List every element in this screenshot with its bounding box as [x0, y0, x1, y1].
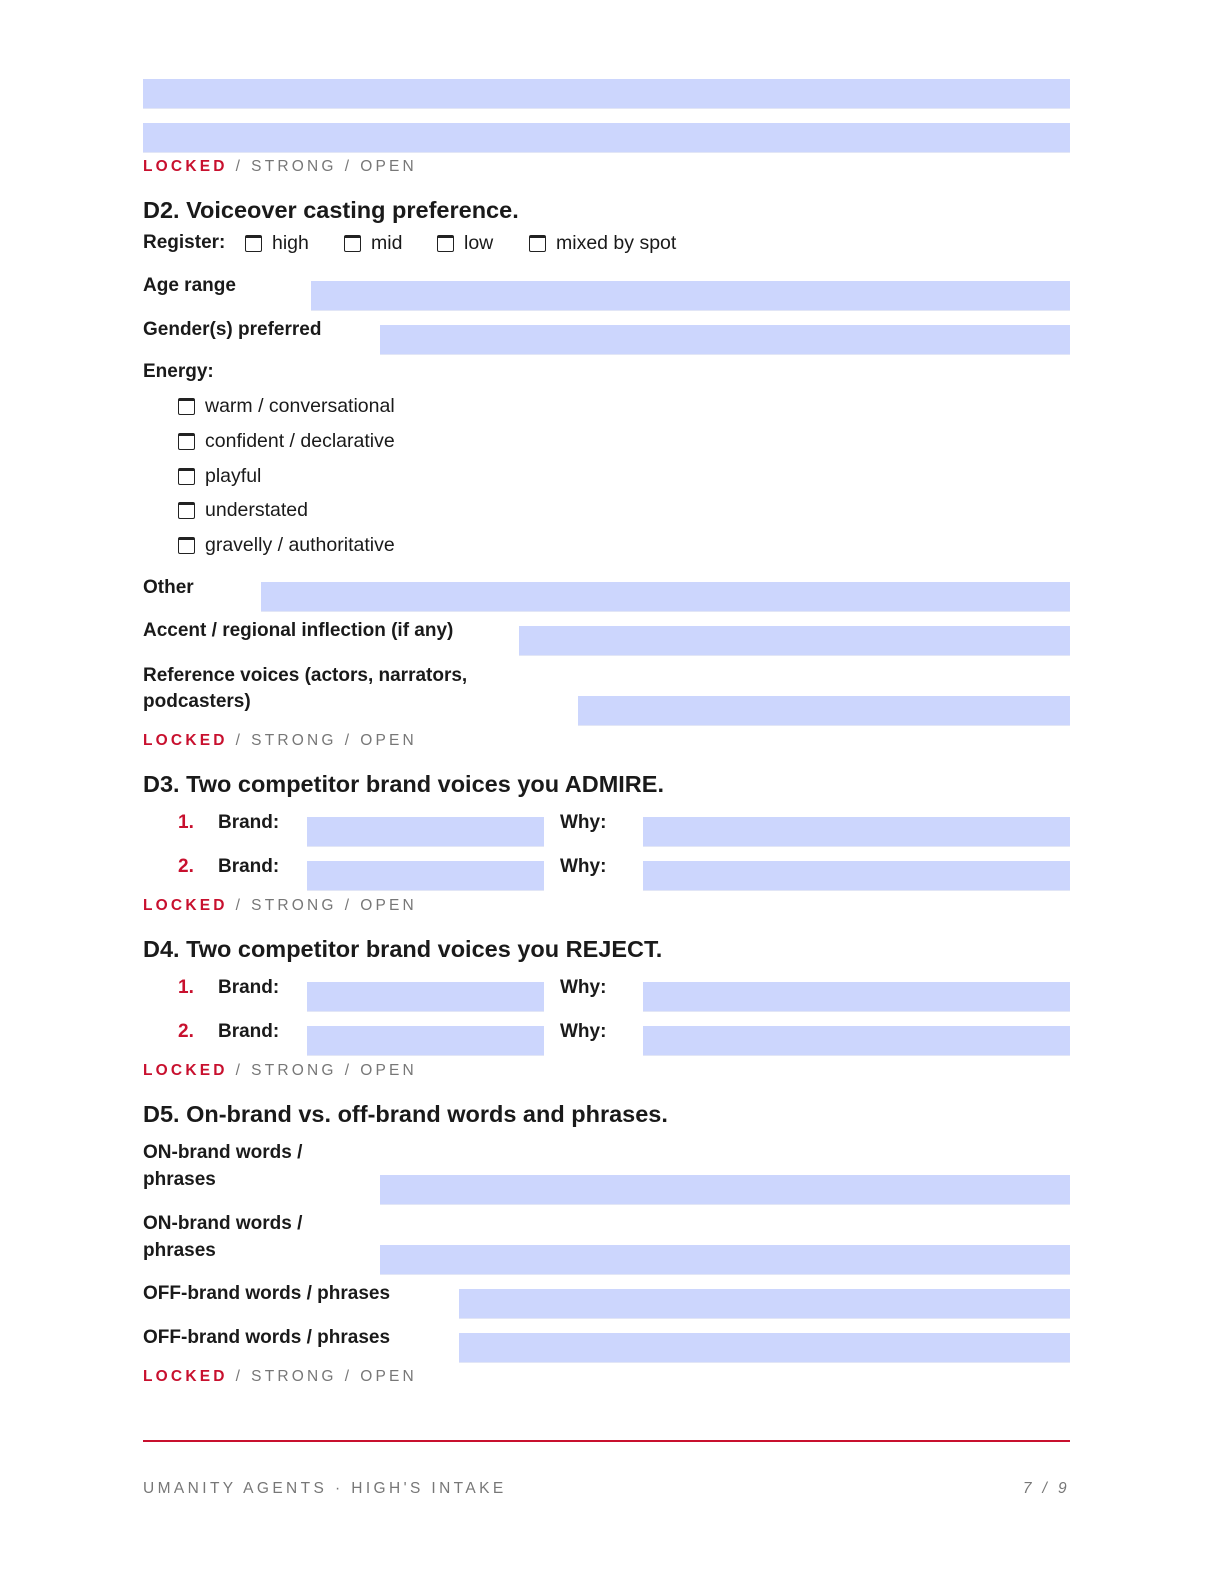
off-brand-field-1[interactable]: [459, 1289, 1070, 1319]
status-open: OPEN: [360, 897, 417, 914]
gender-field[interactable]: [380, 325, 1070, 355]
other-label: Other: [143, 577, 194, 598]
status-locked: LOCKED: [143, 732, 228, 749]
other-field[interactable]: [261, 582, 1070, 612]
accent-field[interactable]: [519, 626, 1070, 656]
status-open: OPEN: [360, 732, 417, 749]
checkbox[interactable]: [178, 468, 195, 485]
section-heading-d3: D3. Two competitor brand voices you ADMIRE.: [143, 771, 664, 797]
brand-field[interactable]: [307, 817, 544, 847]
on-brand-field-1[interactable]: [380, 1175, 1070, 1205]
why-field[interactable]: [643, 861, 1070, 891]
energy-option-understated[interactable]: understated: [178, 499, 308, 522]
register-option-mixed[interactable]: mixed by spot: [529, 232, 676, 255]
section-heading-d5: D5. On-brand vs. off-brand words and phrases.: [143, 1101, 668, 1127]
status-locked: LOCKED: [143, 1062, 228, 1079]
why-label: Why:: [560, 856, 607, 877]
brand-label: Brand:: [218, 1021, 280, 1042]
energy-option-confident[interactable]: confident / declarative: [178, 430, 395, 453]
status-line-d3: LOCKED / STRONG / OPEN: [143, 897, 417, 914]
checkbox[interactable]: [344, 235, 361, 252]
text-field-top-2[interactable]: [143, 123, 1070, 153]
off-brand-field-2[interactable]: [459, 1333, 1070, 1363]
text-field-top-1[interactable]: [143, 79, 1070, 109]
footer-divider: [143, 1440, 1070, 1442]
status-strong: STRONG: [251, 158, 337, 175]
on-brand-label-line1: ON-brand words /: [143, 1213, 303, 1234]
off-brand-label: OFF-brand words / phrases: [143, 1283, 391, 1304]
checkbox[interactable]: [437, 235, 454, 252]
register-option-low[interactable]: low: [437, 232, 493, 255]
status-line-d5: LOCKED / STRONG / OPEN: [143, 1368, 417, 1385]
row-number: 1.: [178, 977, 194, 998]
brand-label: Brand:: [218, 812, 280, 833]
brand-field[interactable]: [307, 861, 544, 891]
on-brand-label-line1: ON-brand words /: [143, 1142, 303, 1163]
why-field[interactable]: [643, 817, 1070, 847]
age-range-field[interactable]: [311, 281, 1070, 311]
age-range-label: Age range: [143, 275, 236, 296]
off-brand-label: OFF-brand words / phrases: [143, 1327, 391, 1348]
why-label: Why:: [560, 1021, 607, 1042]
row-number: 1.: [178, 812, 194, 833]
status-strong: STRONG: [251, 1062, 337, 1079]
row-number: 2.: [178, 856, 194, 877]
reference-voices-label-line1: Reference voices (actors, narrators,: [143, 665, 468, 686]
brand-field[interactable]: [307, 982, 544, 1012]
status-locked: LOCKED: [143, 1368, 228, 1385]
status-open: OPEN: [360, 158, 417, 175]
why-field[interactable]: [643, 982, 1070, 1012]
register-option-high[interactable]: high: [245, 232, 309, 255]
brand-label: Brand:: [218, 856, 280, 877]
brand-field[interactable]: [307, 1026, 544, 1056]
energy-option-warm[interactable]: warm / conversational: [178, 395, 395, 418]
register-label: Register:: [143, 232, 226, 253]
energy-option-playful[interactable]: playful: [178, 465, 261, 488]
brand-label: Brand:: [218, 977, 280, 998]
reference-voices-field[interactable]: [578, 696, 1070, 726]
register-option-mid[interactable]: mid: [344, 232, 402, 255]
status-line-d2: LOCKED / STRONG / OPEN: [143, 732, 417, 749]
checkbox[interactable]: [178, 398, 195, 415]
footer-title: UMANITY AGENTS · HIGH'S INTAKE: [143, 1480, 507, 1497]
reference-voices-label-line2: podcasters): [143, 691, 251, 712]
status-locked: LOCKED: [143, 158, 228, 175]
status-strong: STRONG: [251, 732, 337, 749]
on-brand-field-2[interactable]: [380, 1245, 1070, 1275]
energy-option-gravelly[interactable]: gravelly / authoritative: [178, 534, 395, 557]
status-open: OPEN: [360, 1368, 417, 1385]
status-locked: LOCKED: [143, 897, 228, 914]
checkbox[interactable]: [529, 235, 546, 252]
gender-label: Gender(s) preferred: [143, 319, 322, 340]
why-label: Why:: [560, 812, 607, 833]
status-strong: STRONG: [251, 897, 337, 914]
checkbox[interactable]: [178, 502, 195, 519]
section-heading-d2: D2. Voiceover casting preference.: [143, 197, 519, 223]
why-label: Why:: [560, 977, 607, 998]
checkbox[interactable]: [245, 235, 262, 252]
page-number: 7 / 9: [1022, 1480, 1070, 1497]
status-strong: STRONG: [251, 1368, 337, 1385]
accent-label: Accent / regional inflection (if any): [143, 620, 454, 641]
checkbox[interactable]: [178, 433, 195, 450]
section-heading-d4: D4. Two competitor brand voices you REJECT.: [143, 936, 663, 962]
on-brand-label-line2: phrases: [143, 1169, 216, 1190]
energy-label: Energy:: [143, 361, 214, 382]
on-brand-label-line2: phrases: [143, 1240, 216, 1261]
row-number: 2.: [178, 1021, 194, 1042]
status-open: OPEN: [360, 1062, 417, 1079]
why-field[interactable]: [643, 1026, 1070, 1056]
checkbox[interactable]: [178, 537, 195, 554]
status-line-d1: LOCKED / STRONG / OPEN: [143, 158, 417, 175]
status-line-d4: LOCKED / STRONG / OPEN: [143, 1062, 417, 1079]
